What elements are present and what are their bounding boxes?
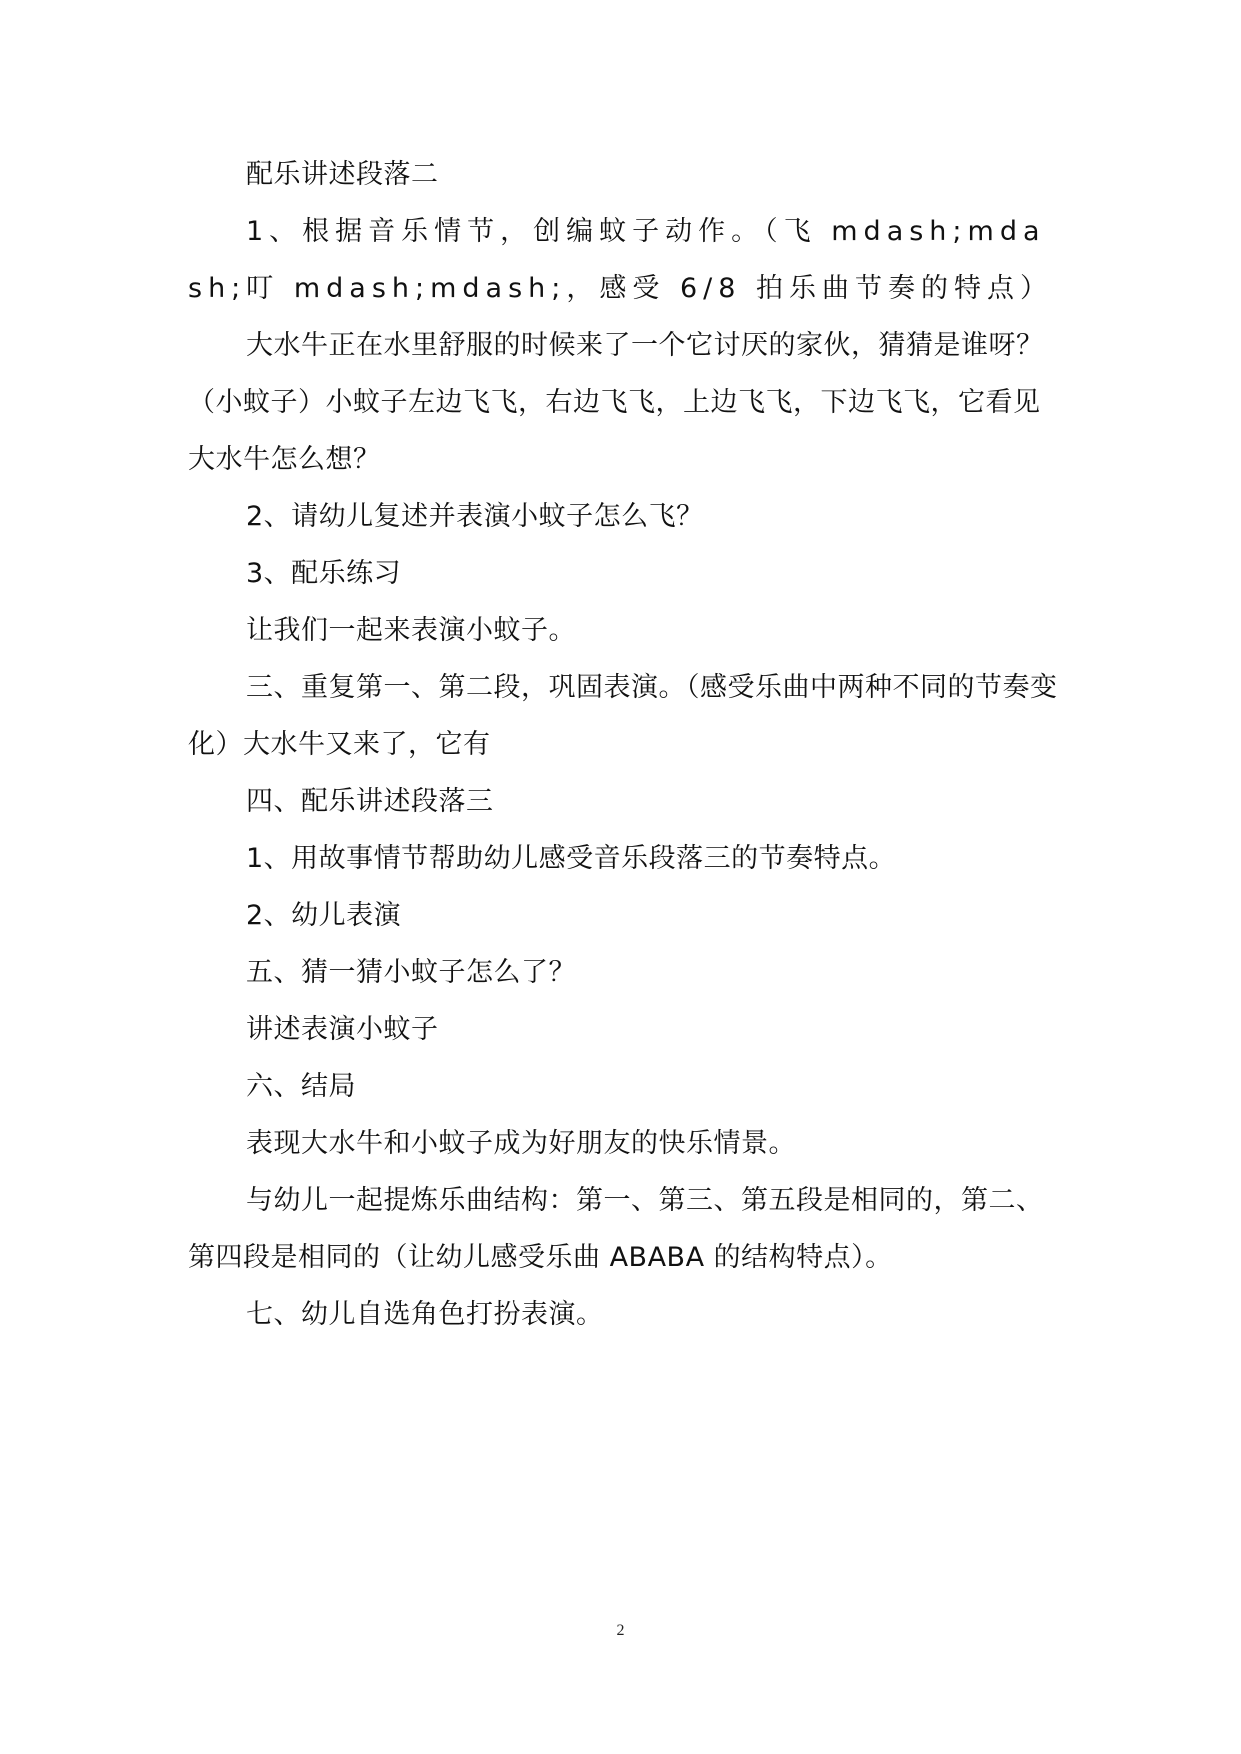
paragraph: 与幼儿一起提炼乐曲结构：第一、第三、第五段是相同的，第二、第四段是相同的（让幼儿感受乐曲 ABABA 的结构特点）。 bbox=[188, 1185, 1044, 1273]
paragraph: 2、请幼儿复述并表演小蚊子怎么飞？ bbox=[246, 501, 704, 532]
paragraph: 三、重复第一、第二段，巩固表演。（感受乐曲中两种不同的节奏变化）大水牛又来了，它有 bbox=[188, 672, 1058, 760]
section-heading: 配乐讲述段落二 bbox=[246, 159, 439, 190]
paragraph: 3、配乐练习 bbox=[246, 558, 402, 589]
document-body bbox=[188, 146, 1060, 1343]
section-heading: 五、猜一猜小蚊子怎么了？ bbox=[246, 957, 576, 988]
paragraph: 1、根据音乐情节，创编蚊子动作。（飞 mdash;mdash;叮 mdash;mdash;，感受 6/8 拍乐曲节奏的特点） bbox=[188, 216, 1053, 304]
paragraph: 讲述表演小蚊子 bbox=[246, 1014, 439, 1045]
paragraph: 大水牛正在水里舒服的时候来了一个它讨厌的家伙，猜猜是谁呀？（小蚊子）小蚊子左边飞飞，右边飞飞，上边飞飞，下边飞飞，它看见大水牛怎么想？ bbox=[188, 330, 1044, 475]
paragraph: 让我们一起来表演小蚊子。 bbox=[246, 615, 576, 646]
section-heading: 七、幼儿自选角色打扮表演。 bbox=[246, 1299, 604, 1330]
paragraph: 2、幼儿表演 bbox=[246, 900, 402, 931]
section-heading: 六、结局 bbox=[246, 1071, 356, 1102]
paragraph: 1、用故事情节帮助幼儿感受音乐段落三的节奏特点。 bbox=[246, 843, 897, 874]
page-number: 2 bbox=[616, 1622, 625, 1639]
paragraph: 表现大水牛和小蚊子成为好朋友的快乐情景。 bbox=[246, 1128, 796, 1159]
section-heading: 四、配乐讲述段落三 bbox=[246, 786, 494, 817]
